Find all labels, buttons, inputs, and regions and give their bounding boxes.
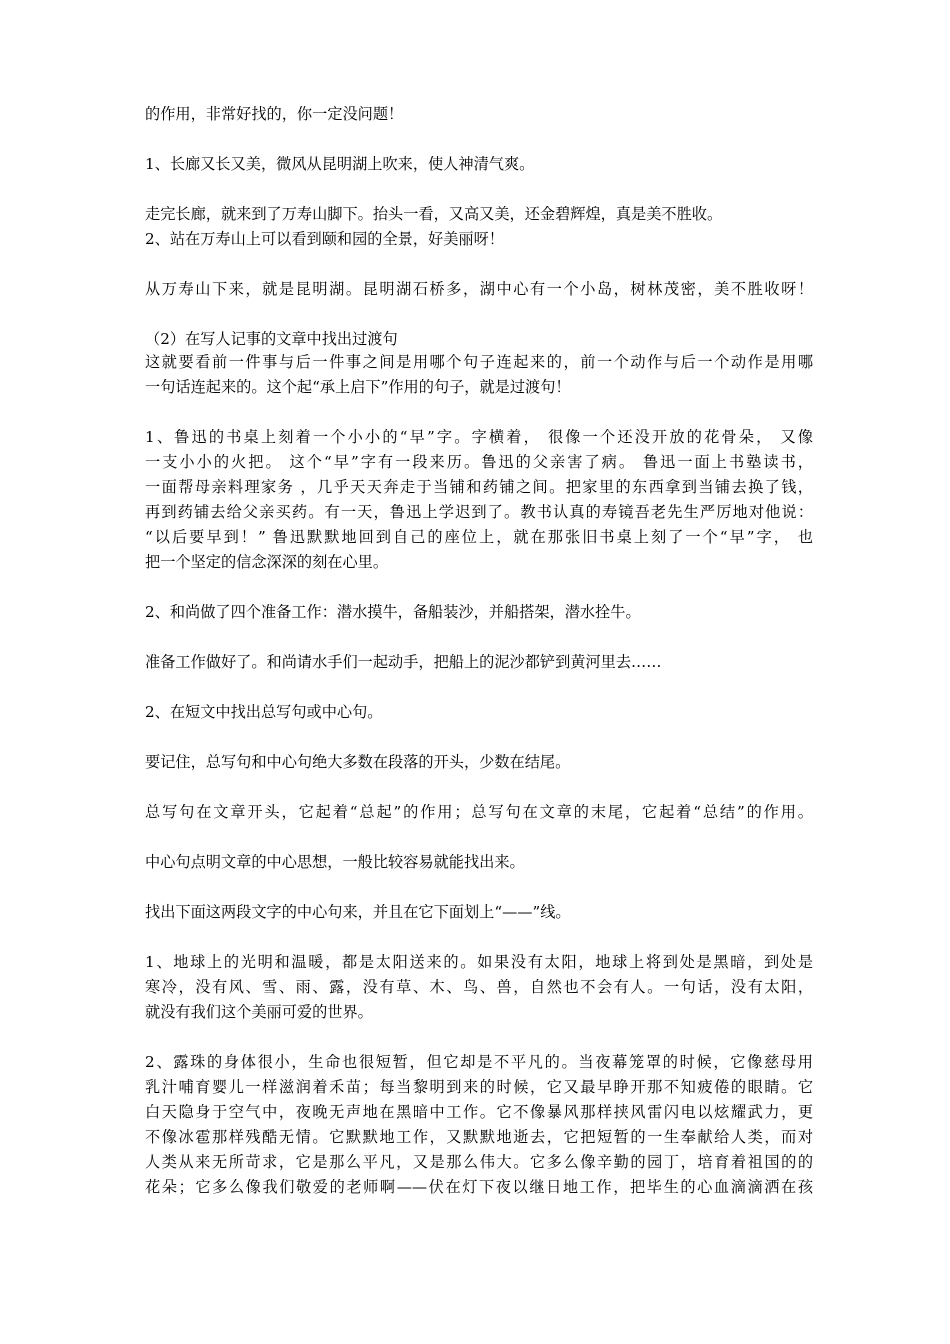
- text-line: 就没有我们这个美丽可爱的世界。: [145, 1003, 373, 1021]
- text-line: 从万寿山下来，就是昆明湖。昆明湖石桥多，湖中心有一个小岛，树林茂密，美不胜收呀！: [145, 280, 813, 298]
- text-line: 不像冰雹那样残酷无情。它默默地工作，又默默地逝去，它把短暂的一生奉献给人类，而对: [145, 1128, 813, 1146]
- section-heading: 2、在短文中找出总写句或中心句。: [145, 703, 383, 721]
- section-heading: （2）在写人记事的文章中找出过渡句: [145, 330, 398, 348]
- text-line: 一面帮母亲料理家务 ，几乎天天奔走于当铺和药铺之间。把家里的东西拿到当铺去换了钱，: [145, 478, 813, 496]
- text-line: 把一个坚定的信念深深的刻在心里。: [145, 553, 388, 571]
- text-line: 要记住，总写句和中心句绝大多数在段落的开头，少数在结尾。: [145, 753, 571, 771]
- text-line: 2、露珠的身体很小，生命也很短暂，但它却是不平凡的。当夜幕笼罩的时候，它像慈母用: [145, 1053, 813, 1071]
- text-line: 人类从来无所苛求，它是那么平凡，又是那么伟大。它多么像辛勤的园丁，培育着祖国的的: [145, 1153, 813, 1171]
- text-line: 1、鲁迅的书桌上刻着一个小小的“早”字。字横着， 很像一个还没开放的花骨朵， 又像: [145, 428, 813, 446]
- text-line: 一支小小的火把。 这个“早”字有一段来历。鲁迅的父亲害了病。 鲁迅一面上书塾读书，: [145, 453, 813, 471]
- text-line: 花朵；它多么像我们敬爱的老师啊——伏在灯下夜以继日地工作，把毕生的心血滴滴洒在孩: [145, 1178, 813, 1196]
- text-line: 2、和尚做了四个准备工作：潜水摸牛，备船装沙，并船搭架，潜水拴牛。: [145, 603, 641, 621]
- text-line: 1、长廊又长又美，微风从昆明湖上吹来，使人神清气爽。: [145, 155, 535, 173]
- text-line: 准备工作做好了。和尚请水手们一起动手，把船上的泥沙都铲到黄河里去……: [145, 653, 662, 671]
- text-line: 再到药铺去给父亲买药。有一天，鲁迅上学迟到了。教书认真的寿镜吾老先生严厉地对他说：: [145, 503, 813, 521]
- text-line: 寒冷，没有风、雪、雨、露，没有草、木、鸟、兽，自然也不会有人。一句话，没有太阳，: [145, 978, 813, 996]
- text-line: 中心句点明文章的中心思想，一般比较容易就能找出来。: [145, 853, 525, 871]
- text-line: 1、地球上的光明和温暖，都是太阳送来的。如果没有太阳，地球上将到处是黑暗，到处是: [145, 953, 813, 971]
- text-line: 找出下面这两段文字的中心句来，并且在它下面划上“——”线。: [145, 903, 571, 921]
- text-line: 一句话连起来的。这个起“承上启下”作用的句子，就是过渡句！: [145, 378, 571, 396]
- text-line: 这就要看前一件事与后一件事之间是用哪个句子连起来的，前一个动作与后一个动作是用哪: [145, 353, 813, 371]
- text-line: 的作用，非常好找的，你一定没问题！: [145, 105, 404, 123]
- text-line: 白天隐身于空气中，夜晚无声地在黑暗中工作。它不像暴风那样挟风雷闪电以炫耀武力，更: [145, 1103, 813, 1121]
- text-line: 走完长廊，就来到了万寿山脚下。抬头一看，又高又美，还金碧辉煌，真是美不胜收。: [145, 205, 723, 223]
- text-line: “以后要早到！” 鲁迅默默地回到自己的座位上，就在那张旧书桌上刻了一个“早”字， 也: [145, 528, 813, 546]
- text-line: 总写句在文章开头，它起着“总起”的作用；总写句在文章的末尾，它起着“总结”的作用。: [145, 803, 813, 821]
- text-line: 2、站在万寿山上可以看到颐和园的全景，好美丽呀！: [145, 230, 504, 248]
- text-line: 乳汁哺育婴儿一样滋润着禾苗；每当黎明到来的时候，它又最早睁开那不知疲倦的眼睛。它: [145, 1078, 813, 1096]
